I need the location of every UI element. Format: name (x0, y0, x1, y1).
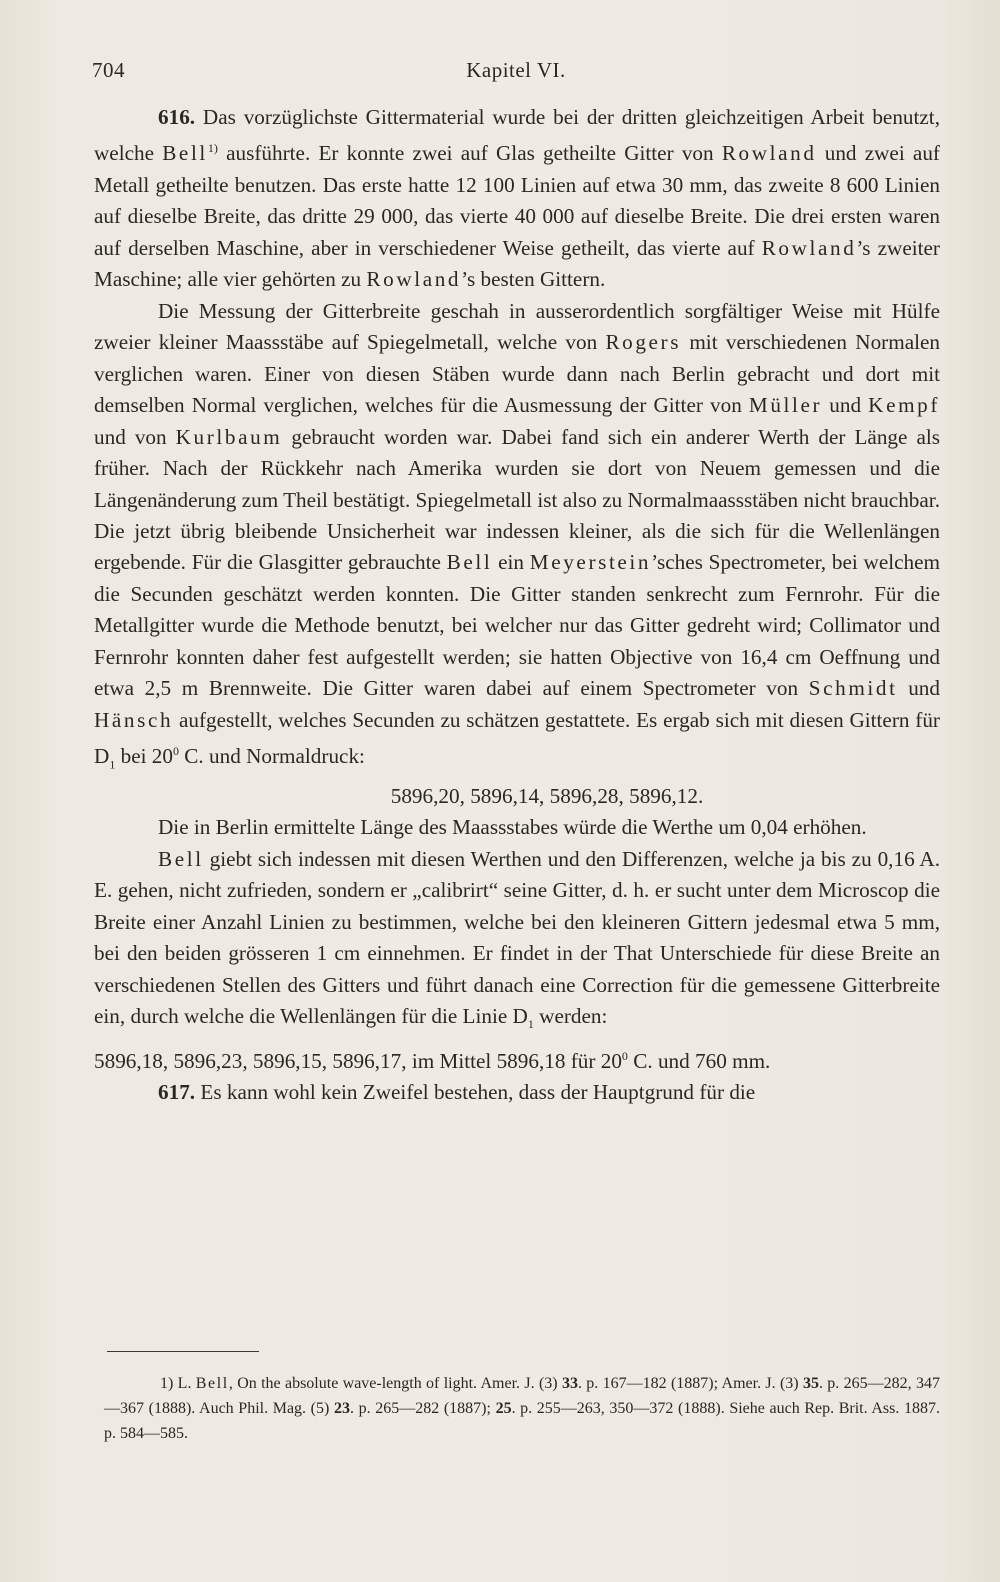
running-head: Kapitel VI. (466, 58, 566, 82)
author-name: Kempf (868, 393, 941, 418)
body-text (94, 102, 940, 1109)
section-617-paragraph: 617. Es kann wohl kein Zweifel bestehen, dass der Hauptgrund für die (158, 1080, 756, 1105)
author-name: Bell (195, 1375, 229, 1392)
section-616-paragraph: 616. Das vorzüglichste Gittermaterial wurde bei der dritten gleichzeitigen Arbeit benutzt, welche Bell$^{1)}$ ausführte. Er konnte zwei auf Glas getheilte Gitter von Rowland und zwei auf Metall getheilte benutzen. Das erste hatte 12 100 Linien auf etwa 30 mm, das zweite 8 600 Linien auf dieselbe Breite, das dritte 29 000, das vierte 40 000 auf dieselbe Breite. Die drei ersten waren auf derselben Maschine, aber in verschiedener Weise getheilt, das vierte auf Rowland’s zweiter Maschine; alle vier gehörten zu Rowland’s besten Gittern. (94, 105, 940, 292)
author-name: Rogers (605, 330, 682, 355)
author-name: Kurlbaum (175, 424, 283, 449)
measurement-paragraph: Die Messung der Gitterbreite geschah in ausserordentlich sorgfältiger Weise mit Hülfe zweier kleiner Maassstäbe auf Spiegelmetall, welche von Rogers mit verschiedenen Normalen verglichen waren. Einer von diesen Stäben wurde dann nach Berlin gebracht und dort mit demselben Normal verglichen, welches für die Ausmessung der Gitter von Müller und Kempf und von Kurlbaum gebraucht worden war. Dabei fand sich ein anderer Werth der Länge als früher. Nach der Rückkehr nach Amerika wurden sie dort von Neuem gemessen und die Längenänderung zum Theil bestätigt. Spiegelmetall ist also zu Normalmaassstäben nicht brauchbar. Die jetzt übrig bleibende Unsicherheit war indessen kleiner, als die sich für die Wellenlängen ergebende. Für die Glasgitter gebrauchte Bell ein Meyerstein’sches Spectrometer, bei welchem die Secunden geschätzt werden konnten. Die Gitter standen senkrecht zum Fernrohr. Für die Metallgitter wurde die Methode benutzt, bei welcher nur das Gitter gedreht wird; Collimator und Fernrohr konnten daher fest aufgestellt werden; sie hatten Objective von 16,4 cm Oeffnung und etwa 2,5 m Brennweite. Die Gitter waren dabei auf einem Spectrometer von Schmidt und Hänsch aufgestellt, welches Secunden zu schätzen gestattete. Es ergab sich mit diesen Gittern für $D_1$ bei $20^0$ C. und Normaldruck: (94, 298, 941, 772)
author-name: Rowland (721, 141, 817, 166)
page-header (92, 58, 940, 88)
values-line-1: 5896,20, 5896,14, 5896,28, 5896,12. (390, 783, 704, 808)
values-line-2: 5896,18, 5896,23, 5896,15, 5896,17, im Mittel 5896,18 für $20^0$ C. und 760 mm. (94, 1048, 771, 1073)
section-number: 616. (158, 105, 196, 129)
author-name: Bell (158, 846, 204, 871)
author-name: Bell (446, 550, 493, 575)
author-name: Schmidt (808, 676, 898, 701)
author-name: Müller (748, 393, 823, 418)
author-name: Rowland (761, 235, 857, 260)
author-name: Hänsch (94, 707, 174, 732)
author-name: Meyerstein (529, 550, 652, 575)
author-name: Bell (162, 141, 208, 166)
footnote-ref: 1) (207, 141, 218, 156)
author-name: Rowland (366, 267, 462, 292)
footnote-rule (107, 1351, 259, 1352)
page-number: 704 (92, 58, 125, 82)
berlin-paragraph: Die in Berlin ermittelte Länge des Maassstabes würde die Werthe um 0,04 erhöhen. (158, 815, 867, 840)
footnote: 1) L. Bell, On the absolute wave-length of light. Amer. J. (3) 33. p. 167—182 (1887); Amer. J. (3) 35. p. 265—282, 347—367 (1888). Auch Phil. Mag. (5) 23. p. 265—282 (1887); 25. p. 255—263, 350—372 (1888). Siehe auch Rep. Brit. Ass. 1887. p. 584—585. (104, 1375, 941, 1442)
calibration-paragraph: Bell giebt sich indessen mit diesen Werthen und den Differenzen, welche ja bis zu 0,16 A. E. gehen, nicht zufrieden, sondern er „calibrirt“ seine Gitter, d. h. er sucht unter dem Microscop die Breite einer Anzahl Linien zu bestimmen, welche bei den kleineren Gittern jedesmal etwa 5 mm, bei den beiden grösseren 1 cm einnehmen. Er findet in der That Unterschiede für diese Breite an verschiedenen Stellen des Gitters und führt danach eine Correction für die gemessene Gitterbreite ein, durch welche die Wellenlängen für die Linie $D_1$ werden: (94, 846, 940, 1032)
section-number: 617. (158, 1080, 196, 1105)
